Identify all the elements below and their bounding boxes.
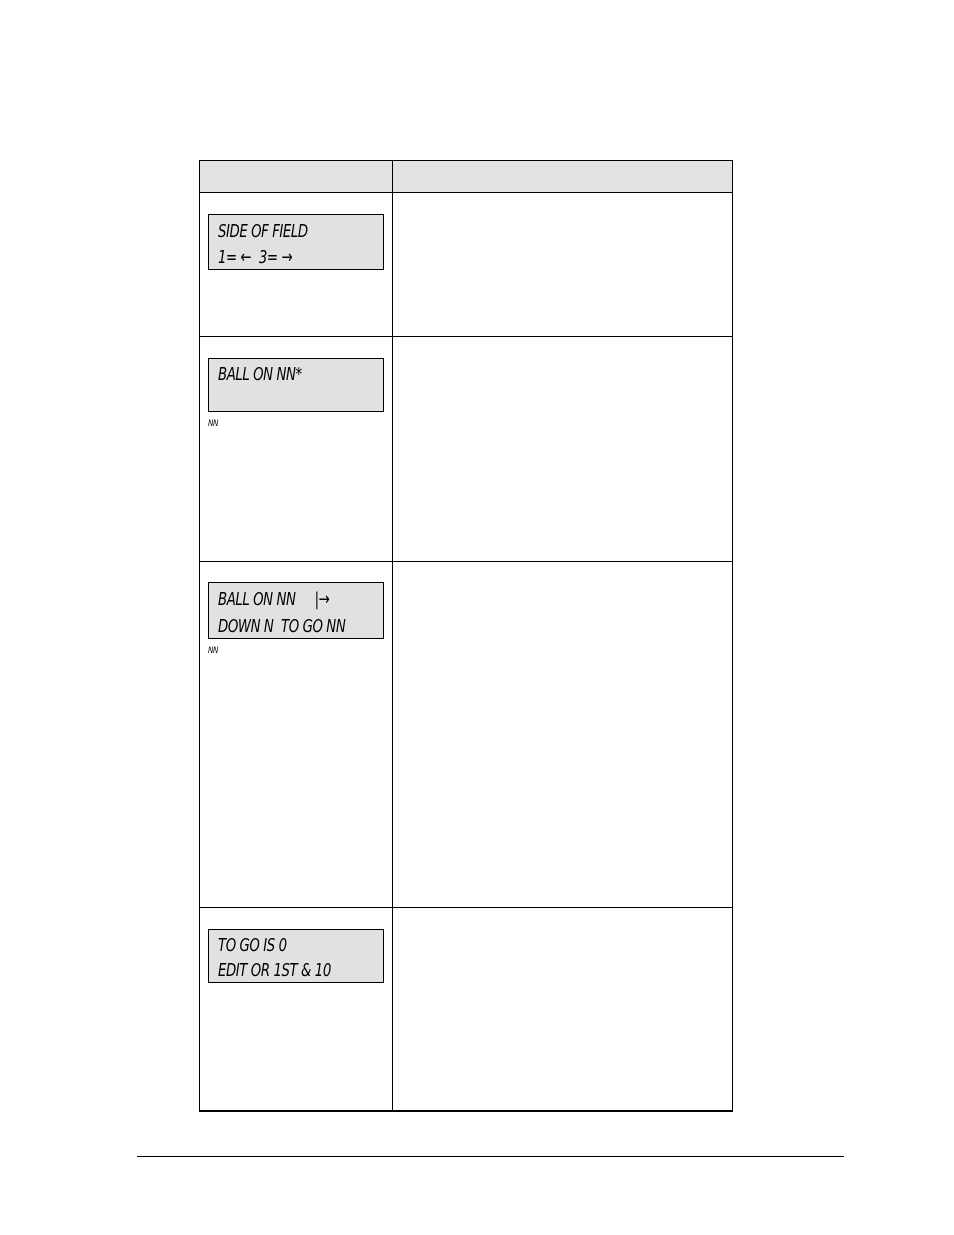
lcd-line-1: TO GO IS 0 <box>218 935 287 956</box>
lcd-display-down-to-go <box>208 582 384 639</box>
nn-note: NN <box>208 646 218 656</box>
footer-rule <box>137 1156 844 1157</box>
table-header-row <box>200 161 732 193</box>
lcd-display-to-go-zero <box>208 929 384 983</box>
lcd-line-1: SIDE OF FIELD <box>218 221 308 242</box>
lcd-line-2: DOWN N TO GO NN <box>218 616 346 637</box>
lcd-display-side-of-field <box>208 214 384 270</box>
row-divider <box>200 336 732 337</box>
nn-note: NN <box>208 419 218 429</box>
table-bottom-border <box>199 1110 733 1112</box>
lcd-line-1: BALL ON NN* <box>218 364 302 385</box>
lcd-line-1: BALL ON NN |→ <box>218 589 330 610</box>
lcd-display-ball-on <box>208 358 384 412</box>
row-divider <box>200 561 732 562</box>
lcd-line-2: 1= ← 3= → <box>218 247 293 268</box>
lcd-line-2: EDIT OR 1ST & 10 <box>218 960 331 981</box>
row-divider <box>200 907 732 908</box>
settings-table <box>199 160 733 1111</box>
column-divider <box>392 161 393 1110</box>
